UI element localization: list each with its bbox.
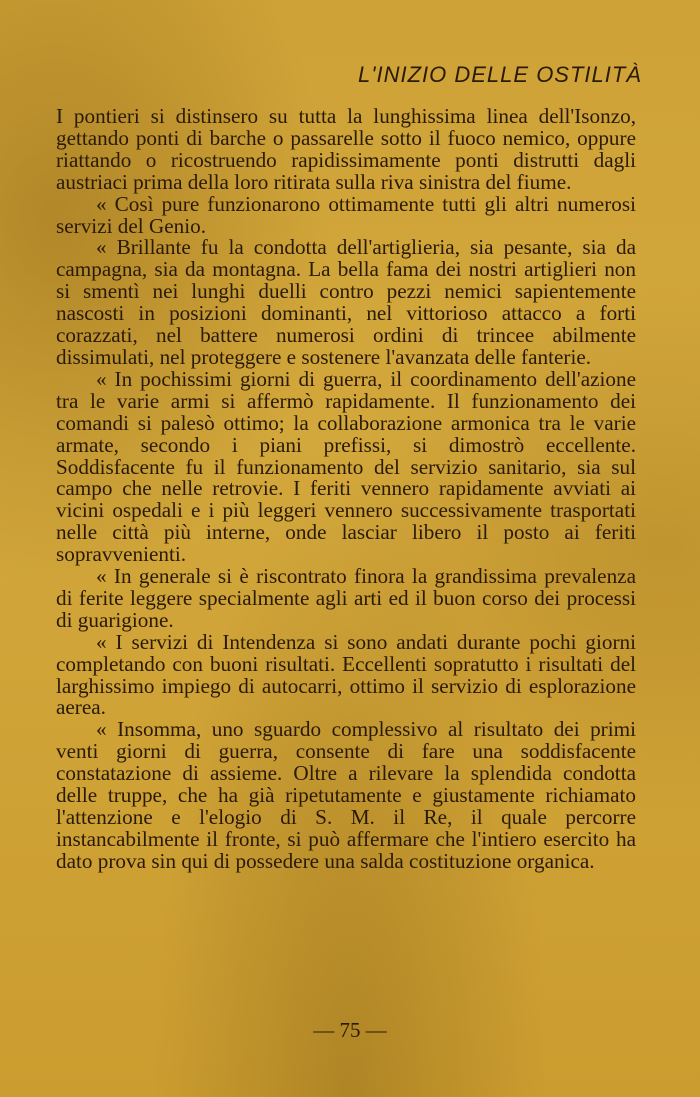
paragraph: « Così pure funzionarono ottimamente tutti gli altri numerosi servizi del Genio. xyxy=(56,191,636,238)
paragraph: « Insomma, uno sguardo complessivo al risultato dei primi venti giorni di guerra, consente di fare una soddisfacente constatazione di assieme. Oltre a rilevare la splendida condotta delle truppe, che ha già ripetutamente e giustamente richiamato l'attenzione e l'elogio di S. M. il Re, il quale percorre instancabilmente il fronte, si può affermare che l'intiero esercito ha dato prova sin qui di possedere una salda costituzione organica. xyxy=(56,717,636,873)
paragraph: I pontieri si distinsero su tutta la lunghissima linea dell'Isonzo, gettando ponti di barche o passarelle sotto il fuoco nemico, oppure riattando o ricostruendo rapidissimamente ponti distrutti dagli austriaci prima della loro ritirata sulla riva sinistra del fiume. xyxy=(56,104,636,194)
page-number: — 75 — xyxy=(313,1018,387,1042)
paragraph: « In generale si è riscontrato finora la grandissima prevalenza di ferite leggere specialmente agli arti ed il buon corso dei processi di guarigione. xyxy=(56,564,636,632)
paragraph: « In pochissimi giorni di guerra, il coordinamento dell'azione tra le varie armi si affermò rapidamente. Il funzionamento dei comandi si palesò ottimo; la collaborazione armonica tra le varie armate, secondo i piani prefissi, si dimostrò eccellente. Soddisfacente fu il funzionamento del servizio sanitario, sia sul campo che nelle retrovie. I feriti vennero rapidamente avviati ai vicini ospedali e i più leggeri vennero successivamente trasportati nelle città più interne, onde lasciar libero il posto ai feriti sopravvenienti. xyxy=(56,366,636,567)
body-text xyxy=(56,106,636,873)
running-head: L'INIZIO DELLE OSTILITÀ xyxy=(358,62,642,87)
paragraph: « I servizi di Intendenza si sono andati durante pochi giorni completando con buoni risultati. Eccellenti sopratutto i risultati del larghissimo impiego di autocarri, ottimo il servizio di esplorazione aerea. xyxy=(56,629,636,720)
paragraph: « Brillante fu la condotta dell'artiglieria, sia pesante, sia da campagna, sia da montagna. La bella fama dei nostri artiglieri non si smentì nei lunghi duelli contro pezzi nemici sapientemente nascosti in posizioni dominanti, nel vittorioso attacco a forti corazzati, nel battere numerosi ordini di trincee abilmente dissimulati, nel proteggere e sostenere l'avanzata delle fanterie. xyxy=(56,235,636,369)
